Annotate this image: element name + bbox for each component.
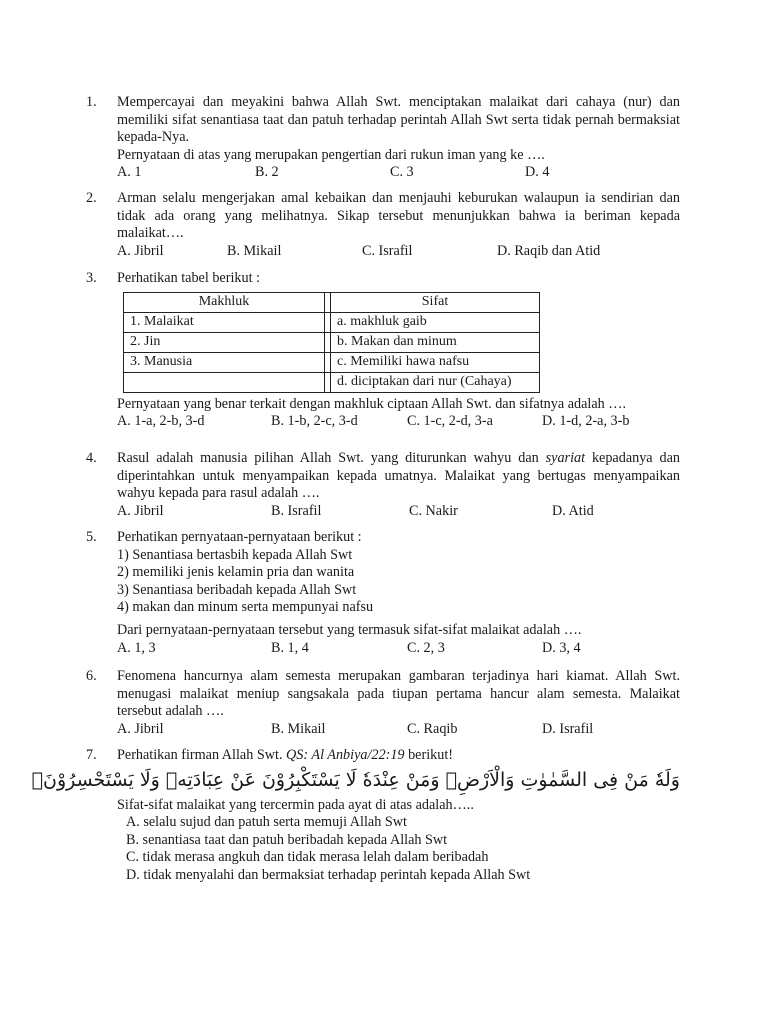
question-number: 7.	[86, 747, 97, 763]
table-cell-makhluk: 1. Malaikat	[124, 312, 325, 332]
question-7	[31, 747, 680, 885]
question-number: 2.	[86, 190, 97, 206]
question-4	[86, 450, 680, 521]
answer-options	[117, 503, 680, 521]
table-header-sifat: Sifat	[331, 292, 540, 312]
option-a[interactable]: A. 1, 3	[117, 639, 156, 656]
option-c[interactable]: C. Nakir	[409, 502, 458, 519]
table-cell-makhluk: 3. Manusia	[124, 352, 325, 372]
option-c[interactable]: C. Raqib	[407, 720, 458, 737]
answer-options	[117, 413, 680, 431]
answer-options	[117, 721, 680, 739]
option-a[interactable]: A. Jibril	[117, 242, 164, 259]
option-d[interactable]: D. 4	[525, 164, 550, 181]
question-prompt: Pernyataan yang benar terkait dengan makhluk ciptaan Allah Swt. dan sifatnya adalah ….	[117, 395, 627, 412]
answer-options	[117, 164, 680, 182]
quran-verse: وَلَهٗ مَنْ فِى السَّمٰوٰتِ وَالْاَرْضِۗ وَمَنْ عِنْدَهٗ لَا يَسْتَكْبِرُوْنَ عَنْ عِبَادَتِهٖ وَلَا يَسْتَحْسِرُوْنَۚ	[31, 768, 680, 791]
question-text: Arman selalu mengerjakan amal kebaikan dan menjauhi keburukan walaupun ia sendirian dan tidak ada orang yang melihatnya. Sikap tersebut menunjukkan bahwa ia beriman kepada malaikat….	[117, 190, 680, 242]
option-b[interactable]: B. Mikail	[271, 720, 326, 737]
statement-item: 3) Senantiasa beribadah kepada Allah Swt	[117, 581, 357, 598]
option-c[interactable]: C. 3	[390, 164, 414, 181]
question-3	[86, 270, 680, 431]
question-1	[86, 94, 680, 182]
statement-item: 4) makan dan minum serta mempunyai nafsu	[117, 599, 374, 616]
table-cell-sifat: d. diciptakan dari nur (Cahaya)	[331, 372, 540, 392]
question-2	[86, 190, 680, 261]
text-part: Rasul adalah manusia pilihan Allah Swt. yang diturunkan wahyu dan	[117, 450, 546, 466]
question-number: 3.	[86, 270, 97, 286]
question-number: 5.	[86, 529, 97, 545]
question-prompt: Sifat-sifat malaikat yang tercermin pada ayat di atas adalah…..	[117, 796, 474, 813]
option-a[interactable]: A. 1-a, 2-b, 3-d	[117, 413, 205, 430]
option-c[interactable]: C. tidak merasa angkuh dan tidak merasa lelah dalam beribadah	[126, 849, 489, 866]
answer-options	[126, 814, 680, 884]
question-text: Fenomena hancurnya alam semesta merupakan gambaran terjadinya hari kiamat. Allah Swt. menugasi malaikat meniup sangsakala pada tiupan pertama hancur alam semesta. Malaikat tersebut adalah ….	[117, 668, 680, 720]
table-cell-sifat: c. Memiliki hawa nafsu	[331, 352, 540, 372]
option-a[interactable]: A. selalu sujud dan patuh serta memuji Allah Swt	[126, 814, 407, 831]
question-intro	[117, 747, 680, 765]
option-b[interactable]: B. 2	[255, 164, 279, 181]
table-cell-makhluk: 2. Jin	[124, 332, 325, 352]
question-text	[117, 450, 680, 503]
text-part: Perhatikan firman Allah Swt.	[117, 747, 287, 763]
question-number: 1.	[86, 94, 97, 110]
verse-reference: QS: Al Anbiya/22:19	[286, 747, 405, 763]
option-b[interactable]: B. senantiasa taat dan patuh beribadah kepada Allah Swt	[126, 831, 448, 848]
italic-term: syariat	[545, 450, 586, 466]
option-d[interactable]: D. 3, 4	[542, 639, 581, 656]
option-b[interactable]: B. 1, 4	[271, 639, 309, 656]
answer-options	[117, 243, 680, 261]
option-a[interactable]: A. Jibril	[117, 720, 164, 737]
question-prompt: Dari pernyataan-pernyataan tersebut yang termasuk sifat-sifat malaikat adalah ….	[117, 621, 582, 638]
question-prompt: Pernyataan di atas yang merupakan pengertian dari rukun iman yang ke ….	[117, 146, 545, 163]
question-number: 4.	[86, 450, 97, 466]
option-b[interactable]: B. Israfil	[271, 502, 322, 519]
question-number: 6.	[86, 668, 97, 684]
option-b[interactable]: B. 1-b, 2-c, 3-d	[271, 413, 358, 430]
option-a[interactable]: A. 1	[117, 164, 142, 181]
table-header-makhluk: Makhluk	[124, 292, 325, 312]
option-a[interactable]: A. Jibril	[117, 502, 164, 519]
option-d[interactable]: D. Raqib dan Atid	[497, 242, 601, 259]
text-part: kepadanya dan diperintahkan untuk menyampaikan kepada umatnya. Malaikat yang bertugas menyampaikan wahyu kepada para rasul adalah ….	[117, 450, 680, 502]
option-d[interactable]: D. Israfil	[542, 720, 594, 737]
option-d[interactable]: D. tidak menyalahi dan bermaksiat terhadap perintah kepada Allah Swt	[126, 866, 531, 883]
option-c[interactable]: C. Israfil	[362, 242, 413, 259]
table-cell-makhluk	[124, 372, 325, 392]
option-d[interactable]: D. 1-d, 2-a, 3-b	[542, 413, 630, 430]
option-c[interactable]: C. 1-c, 2-d, 3-a	[407, 413, 493, 430]
statement-item: 2) memiliki jenis kelamin pria dan wanita	[117, 564, 355, 581]
question-text: Mempercayai dan meyakini bahwa Allah Swt. menciptakan malaikat dari cahaya (nur) dan memiliki sifat senantiasa taat dan patuh terhadap perintah Allah Swt serta tidak pernah bermaksiat kepada-Nya.	[117, 94, 680, 146]
statement-item: 1) Senantiasa bertasbih kepada Allah Swt	[117, 546, 353, 563]
option-b[interactable]: B. Mikail	[227, 242, 282, 259]
text-part: berikut!	[404, 747, 453, 763]
table-cell-sifat: a. makhluk gaib	[331, 312, 540, 332]
question-5	[86, 529, 680, 658]
makhluk-table	[123, 292, 540, 393]
question-intro: Perhatikan tabel berikut :	[117, 270, 261, 286]
answer-options	[117, 640, 680, 658]
question-intro: Perhatikan pernyataan-pernyataan berikut :	[117, 529, 362, 545]
option-d[interactable]: D. Atid	[552, 502, 594, 519]
question-6	[86, 668, 680, 739]
table-cell-sifat: b. Makan dan minum	[331, 332, 540, 352]
option-c[interactable]: C. 2, 3	[407, 639, 445, 656]
statement-list	[117, 547, 680, 617]
